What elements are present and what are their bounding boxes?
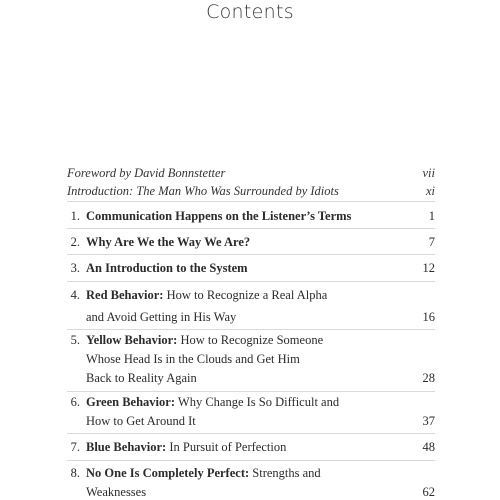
divider	[67, 391, 435, 392]
chapter-title	[86, 286, 386, 327]
toc-front-page: vii	[422, 166, 435, 180]
chapter-number: 8.	[70, 466, 80, 480]
divider	[67, 228, 435, 229]
chapter-number: 4.	[70, 288, 80, 302]
toc-front-title: Foreword by David Bonnstetter	[67, 166, 226, 180]
chapter-title-rest: Strengths and	[249, 466, 321, 480]
chapter-title-bold: Blue Behavior:	[86, 440, 167, 454]
chapter-title	[86, 207, 386, 226]
chapter-title-rest: Why Change Is So Difficult and	[175, 395, 340, 409]
chapter-page: 62	[422, 485, 435, 499]
chapter-number: 6.	[70, 395, 80, 409]
chapter-page: 1	[428, 209, 435, 223]
chapter-title-bold: Communication Happens on the Listener’s Terms	[86, 209, 352, 223]
chapter-page: 12	[422, 261, 435, 275]
chapter-page: 48	[422, 440, 435, 454]
chapter-number: 1.	[70, 209, 80, 223]
toc-front-page: xi	[425, 184, 435, 198]
chapter-title-bold: Why Are We the Way We Are?	[86, 235, 251, 249]
chapter-title	[86, 331, 386, 388]
chapter-title	[86, 259, 386, 278]
chapter-title-line-2: and Avoid Getting in His Way	[86, 310, 237, 324]
divider	[67, 254, 435, 255]
divider	[67, 460, 435, 461]
chapter-title	[86, 393, 386, 431]
toc-front-title: Introduction: The Man Who Was Surrounded by Idiots	[67, 184, 339, 198]
chapter-title	[86, 464, 386, 500]
chapter-number: 5.	[70, 333, 80, 347]
chapter-title-line-2: Weaknesses	[86, 485, 147, 499]
chapter-page: 7	[428, 235, 435, 249]
chapter-title-bold: An Introduction to the System	[86, 261, 248, 275]
chapter-title-bold: Green Behavior:	[86, 395, 175, 409]
chapter-title-line-2: Whose Head Is in the Clouds and Get Him	[86, 352, 300, 366]
chapter-title-line-2: How to Get Around It	[86, 414, 196, 428]
chapter-page: 28	[422, 371, 435, 385]
chapter-title-rest: How to Recognize a Real Alpha	[163, 288, 328, 302]
chapter-number: 7.	[70, 440, 80, 454]
divider	[67, 433, 435, 434]
page-title: Contents	[206, 1, 294, 23]
divider	[67, 201, 435, 202]
chapter-title	[86, 438, 386, 457]
chapter-title-line-3: Back to Reality Again	[86, 371, 197, 385]
chapter-title-rest: How to Recognize Someone	[177, 333, 324, 347]
chapter-page: 16	[422, 310, 435, 324]
chapter-title-bold: No One Is Completely Perfect:	[86, 466, 250, 480]
chapter-title	[86, 233, 386, 252]
chapter-number: 3.	[70, 261, 80, 275]
chapter-title-rest: In Pursuit of Perfection	[166, 440, 287, 454]
chapter-page: 37	[422, 414, 435, 428]
divider	[67, 329, 435, 330]
chapter-title-bold: Red Behavior:	[86, 288, 164, 302]
chapter-title-bold: Yellow Behavior:	[86, 333, 178, 347]
divider	[67, 281, 435, 282]
chapter-number: 2.	[70, 235, 80, 249]
